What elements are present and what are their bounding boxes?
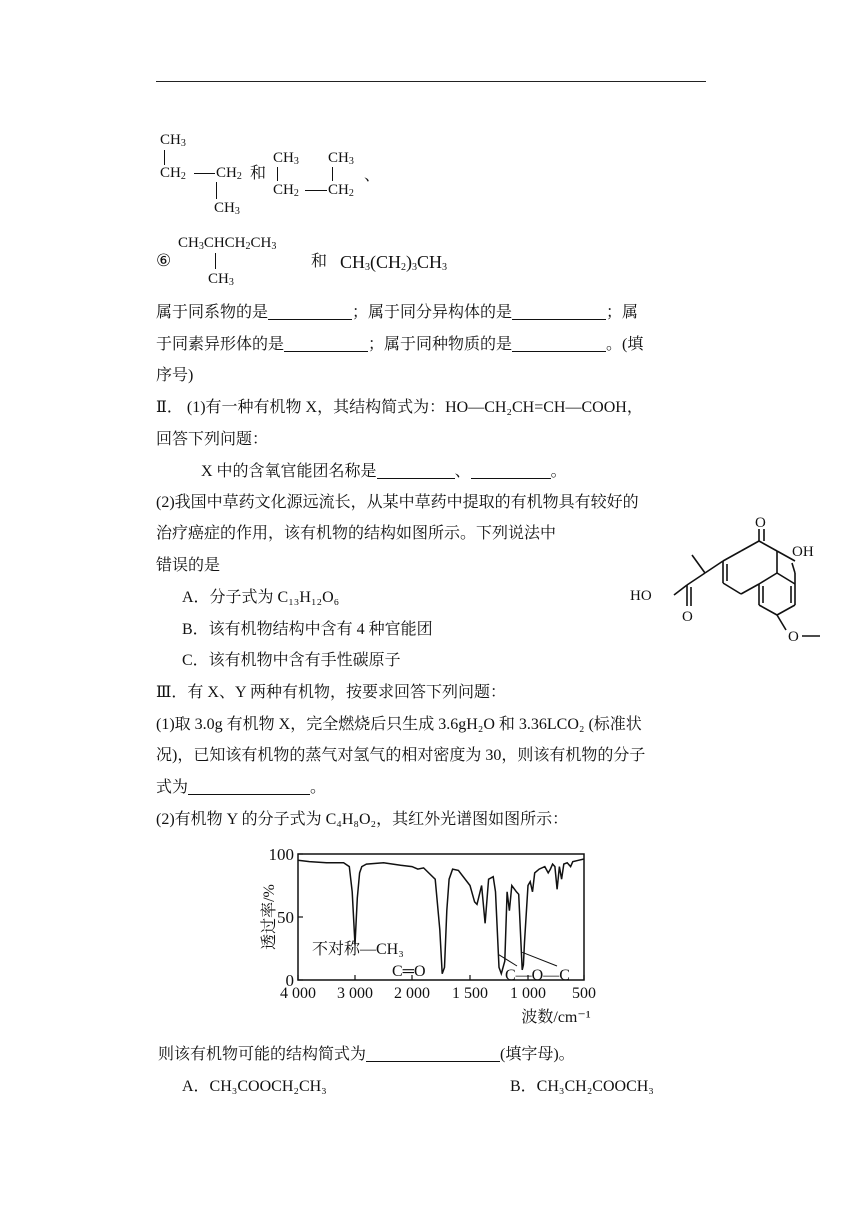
q2-option-c: C．该有机物中含有手性碳原子: [182, 652, 401, 669]
pair5-left-bottom-ch3: $CH_3$: [214, 200, 240, 217]
q2-option-a: A．分子式为 C₁₃H₁₂O₆: [182, 589, 340, 606]
pair5-right-ch3-b: $CH_3$: [328, 150, 354, 167]
q3-p1-line-3: 式为 。: [156, 779, 327, 796]
answer-blank-group-2[interactable]: [471, 462, 551, 479]
annotation-co: C═O: [392, 963, 426, 980]
pair6-number: ⑥: [156, 251, 172, 270]
q2-p2-line-2: 治疗癌症的作用，该有机物的结构如图所示。下列说法中: [156, 525, 557, 542]
pair5-and: 和: [250, 165, 267, 182]
answer-blank-isomers[interactable]: [512, 303, 606, 320]
answer-blank-group-1[interactable]: [377, 462, 455, 479]
x-tick-label: 1 000: [510, 985, 546, 1002]
y-axis-label: 透过率/%: [261, 884, 278, 950]
annotation-line-coc-2: [522, 952, 557, 966]
mol-label-oh: OH: [792, 544, 814, 560]
answer-blank-homologs[interactable]: [268, 303, 352, 320]
annotation-coc: C—O—C: [505, 967, 570, 984]
x-tick-label: 1 500: [452, 985, 488, 1002]
annotation-line-coc-1: [499, 955, 517, 966]
x-tick-label: 2 000: [394, 985, 430, 1002]
x-tick-label: 4 000: [280, 985, 316, 1002]
q3-choice-a: A．CH₃COOCH₂CH₃: [182, 1078, 327, 1095]
q2-line-3: X 中的含氧官能团名称是 、 。: [201, 463, 567, 480]
q2-header: Ⅱ． (1)有一种有机物 X，其结构简式为：HO—CH₂CH=CH—COOH，: [156, 399, 643, 416]
answer-blank-allotropes[interactable]: [284, 335, 368, 352]
answer-blank-structure[interactable]: [366, 1045, 500, 1062]
answer-blank-same-substance[interactable]: [512, 335, 606, 352]
q3-p1-line-2: 况)，已知该有机物的蒸气对氢气的相对密度为 30，则该有机物的分子: [156, 747, 646, 764]
coumarin-structure-diagram: [626, 515, 826, 650]
pair5-right-ch2-a: $CH_2$: [273, 182, 299, 199]
x-tick-label: 3 000: [337, 985, 373, 1002]
mol-label-ho: HO: [630, 588, 652, 604]
y-tick-label: 0: [285, 971, 294, 990]
mol-label-o-top: O: [755, 515, 766, 531]
pair6-left-branch: $CH_3$: [208, 271, 234, 288]
pair5-separator: 、: [364, 167, 381, 184]
mol-label-o-acid: O: [682, 609, 693, 625]
annotation-asym-ch3: 不对称—CH₃: [312, 941, 404, 958]
q2-p2-line-1: (2)我国中草药文化源远流长，从某中草药中提取的有机物具有较好的: [156, 494, 639, 511]
q3-header: Ⅲ．有 X、Y 两种有机物，按要求回答下列问题：: [156, 684, 506, 701]
q2-p2-line-3: 错误的是: [156, 557, 221, 574]
ir-spectrum-chart: [252, 840, 598, 1030]
pair6-left-main: $CH_3CHCH_2CH_3$: [178, 235, 277, 252]
pair6-right-formula: $CH_3(CH_2)_3CH_3$: [340, 252, 448, 273]
q2-line-2: 回答下列问题：: [156, 431, 269, 448]
pair5-right-ch3-a: $CH_3$: [273, 150, 299, 167]
pair5-left-ch2-a: $CH_2$: [160, 165, 186, 182]
q3-answer-line: 则该有机物可能的结构简式为 (填字母)。: [158, 1046, 575, 1063]
q1-line-3: 序号): [156, 367, 194, 384]
pair6-and: 和: [311, 253, 328, 270]
x-axis-label: 波数/cm⁻¹: [521, 1009, 591, 1026]
y-tick-label: 50: [277, 908, 294, 927]
pair5-left-ch2-b: $CH_2$: [216, 165, 242, 182]
pair5-right-ch2-b: $CH_2$: [328, 182, 354, 199]
pair5-left-top-ch3: $CH_3$: [160, 132, 186, 149]
q3-p2-line-1: (2)有机物 Y 的分子式为 C₄H₈O₂，其红外光谱图如图所示：: [156, 811, 569, 828]
q3-choice-b: B．CH₃CH₂COOCH₃: [510, 1078, 654, 1095]
y-tick-label: 100: [268, 845, 294, 864]
q1-line-1: 属于同系物的是 ；属于同分异构体的是 ；属: [156, 304, 639, 321]
ir-plot-area: [260, 845, 596, 1026]
q3-p1-line-1: (1)取 3.0g 有机物 X，完全燃烧后只生成 3.6gH₂O 和 3.36LCO₂ (标准状: [156, 716, 642, 733]
x-tick-label: 500: [572, 985, 596, 1002]
header-rule: [156, 81, 706, 82]
answer-blank-formula[interactable]: [188, 778, 310, 795]
svg-text:O: O: [788, 629, 799, 645]
q1-line-2: 于同素异形体的是 ；属于同种物质的是 。(填: [156, 336, 644, 353]
q2-option-b: B．该有机物结构中含有 4 种官能团: [182, 621, 433, 638]
